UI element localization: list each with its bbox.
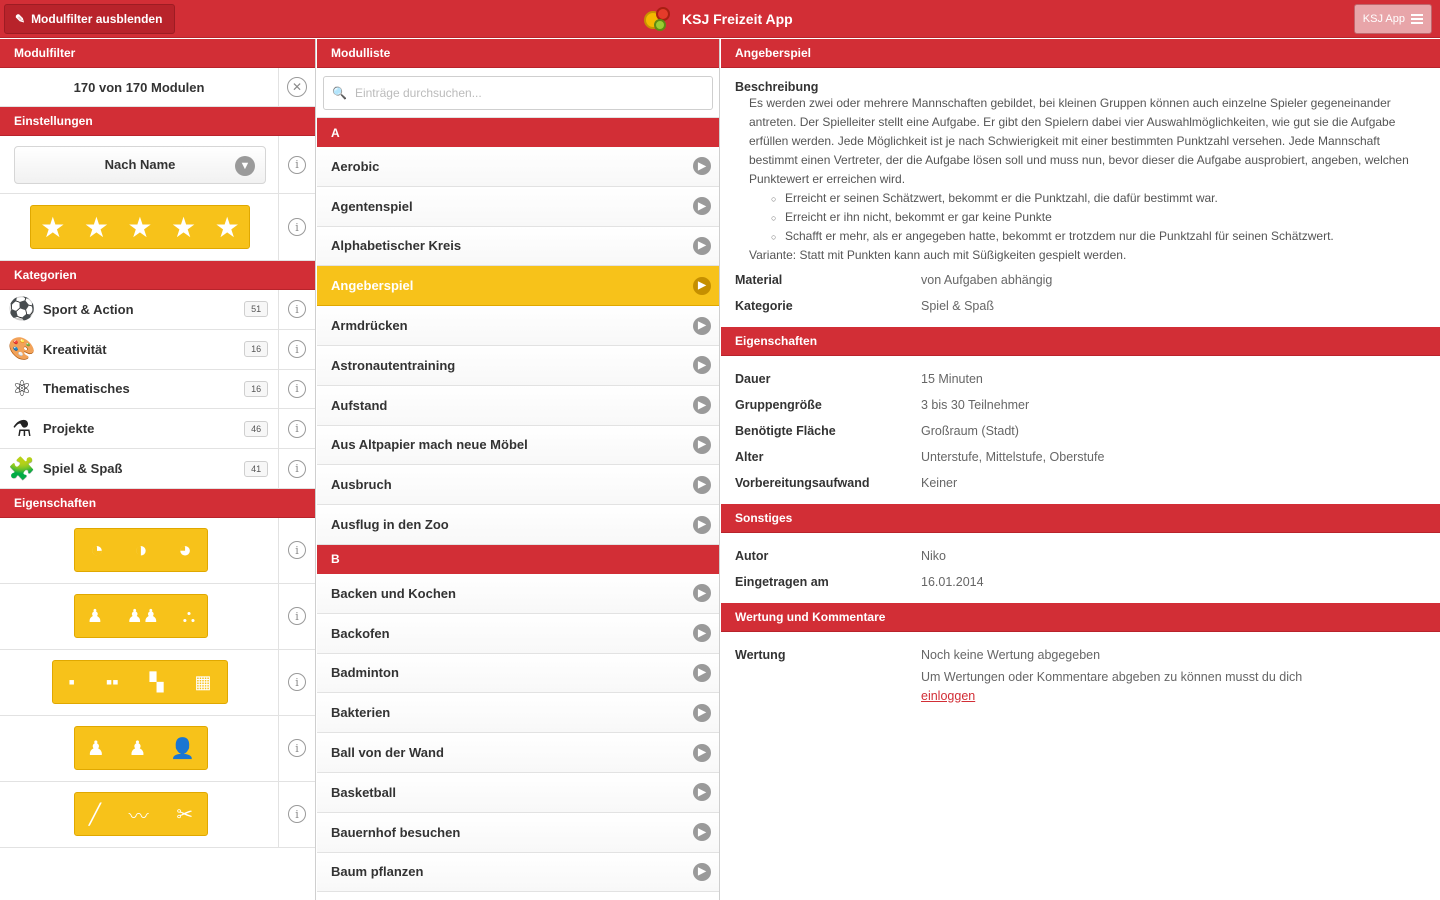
app-title bbox=[640, 4, 793, 34]
chevron-right-icon: ▶ bbox=[693, 584, 711, 602]
detail-panel bbox=[721, 39, 1440, 900]
info-icon[interactable]: i bbox=[288, 380, 306, 398]
list-item-label: Bauernhof besuchen bbox=[331, 824, 461, 840]
variant-text: Variante: Statt mit Punkten kann auch mit Süßigkeiten gespielt werden. bbox=[749, 248, 1127, 262]
app-menu-button[interactable] bbox=[1354, 4, 1432, 34]
list-item-label: Baum pflanzen bbox=[331, 864, 424, 880]
person-small-icon[interactable]: ♟ bbox=[86, 605, 103, 626]
search-box[interactable] bbox=[323, 76, 713, 110]
description bbox=[735, 94, 1426, 265]
wertung-row bbox=[735, 642, 1426, 668]
top-bar bbox=[0, 0, 1440, 38]
list-item-label: Ausflug in den Zoo bbox=[331, 517, 449, 533]
list-item-selected[interactable] bbox=[317, 266, 719, 306]
list-item[interactable] bbox=[317, 853, 719, 893]
eigenschaften-detail-header: Eigenschaften bbox=[721, 327, 1440, 356]
group-size-filter[interactable] bbox=[74, 594, 208, 638]
chevron-right-icon: ▶ bbox=[693, 197, 711, 215]
adult-icon[interactable]: 👤 bbox=[170, 737, 196, 760]
area-xlarge-icon[interactable]: ▦ bbox=[194, 671, 212, 692]
rule-item: ○ Erreicht er ihn nicht, bekommt er gar keine Punkte bbox=[771, 208, 1426, 227]
list-item-label: Aufstand bbox=[331, 397, 388, 413]
description-text: Es werden zwei oder mehrere Mannschaften gebildet, bei kleinen Gruppen können auch einzelne Spieler gegeneinander antreten. Der Spielleiter stellt eine Aufgabe. Er gibt den Spielern dabei vier Auswahlmöglichkeiten, wie gut sie die Aufgabe erfüllen werden. Jede Möglichkeit ist je nach Schwierigkeit mit einer bestimmten Punktzahl versehen. Jede Mannschaft bestimmt einen Vertreter, der die Aufgabe lösen soll und muss nun, bevor dieser die Aufgabe ausprobiert, angeben, welchen Punktewert er erreichen wird. bbox=[749, 96, 1409, 186]
star-icon[interactable]: ★ bbox=[214, 211, 240, 243]
list-item-label: Astronautentraining bbox=[331, 357, 456, 373]
area-filter[interactable] bbox=[52, 660, 228, 704]
info-icon[interactable]: i bbox=[288, 300, 306, 318]
category-label: Sport & Action bbox=[43, 301, 134, 317]
category-count: 16 bbox=[244, 381, 268, 397]
eingetragen-value: 16.01.2014 bbox=[921, 575, 984, 589]
login-hint-text: Um Wertungen oder Kommentare abgeben zu können musst du dich bbox=[921, 670, 1303, 684]
brush-icon[interactable]: 〰 bbox=[128, 805, 149, 828]
chevron-right-icon: ▶ bbox=[693, 277, 711, 295]
star-icon[interactable]: ★ bbox=[127, 211, 153, 243]
list-item[interactable] bbox=[317, 187, 719, 227]
chevron-right-icon: ▶ bbox=[693, 863, 711, 881]
group-header-b: B bbox=[317, 545, 719, 574]
hide-filter-label: Modulfilter ausblenden bbox=[31, 12, 163, 26]
list-item-label: Basketball bbox=[331, 784, 397, 800]
material-row bbox=[735, 267, 1426, 293]
info-icon[interactable]: i bbox=[288, 541, 306, 559]
description-section bbox=[721, 68, 1440, 327]
chevron-right-icon: ▶ bbox=[693, 624, 711, 642]
category-count: 51 bbox=[244, 301, 268, 317]
chevron-right-icon: ▶ bbox=[693, 704, 711, 722]
child-icon[interactable]: ♟ bbox=[86, 737, 105, 760]
einstellungen-header: Einstellungen bbox=[0, 107, 315, 136]
scissors-icon[interactable]: ✂ bbox=[176, 803, 194, 826]
flaeche-value: Großraum (Stadt) bbox=[921, 424, 1019, 438]
list-item[interactable] bbox=[317, 505, 719, 545]
material-value: von Aufgaben abhängig bbox=[921, 273, 1053, 287]
duration-filter-row bbox=[0, 518, 315, 584]
gruppe-value: 3 bis 30 Teilnehmer bbox=[921, 398, 1030, 412]
pencil-icon: ✎ bbox=[15, 12, 26, 26]
wertung-label: Wertung bbox=[735, 648, 786, 662]
chevron-right-icon: ▶ bbox=[693, 237, 711, 255]
properties-section bbox=[721, 356, 1440, 504]
list-item[interactable] bbox=[317, 147, 719, 187]
chevron-right-icon: ▶ bbox=[693, 783, 711, 801]
list-item-label: Ausbruch bbox=[331, 477, 392, 493]
flaeche-row bbox=[735, 418, 1426, 444]
rule-item: ○ Erreicht er seinen Schätzwert, bekommt er die Punktzahl, die dafür bestimmt war. bbox=[771, 189, 1426, 208]
list-item-label: Angeberspiel bbox=[331, 278, 414, 294]
category-label: Projekte bbox=[43, 421, 95, 437]
chevron-right-icon: ▶ bbox=[693, 823, 711, 841]
list-item-label: Bakterien bbox=[331, 705, 391, 721]
list-item[interactable] bbox=[317, 574, 719, 614]
preparation-filter-row bbox=[0, 782, 315, 848]
chevron-right-icon: ▶ bbox=[693, 396, 711, 414]
list-item[interactable] bbox=[317, 733, 719, 773]
vorbereitung-value: Keiner bbox=[921, 476, 958, 490]
list-item-label: Agentenspiel bbox=[331, 198, 413, 214]
category-row[interactable] bbox=[0, 409, 315, 449]
dauer-label: Dauer bbox=[735, 372, 771, 386]
chevron-right-icon: ▶ bbox=[693, 436, 711, 454]
star-rating-filter[interactable] bbox=[30, 205, 250, 249]
misc-section bbox=[721, 533, 1440, 603]
eingetragen-label: Eingetragen am bbox=[735, 575, 829, 589]
list-item-label: Badminton bbox=[331, 665, 399, 681]
rating-section bbox=[721, 632, 1440, 714]
teen-icon[interactable]: ♟ bbox=[128, 737, 147, 760]
info-icon[interactable]: i bbox=[288, 156, 306, 174]
category-label: Spiel & Spaß bbox=[43, 461, 123, 477]
list-item[interactable] bbox=[317, 773, 719, 813]
category-label: Thematisches bbox=[43, 381, 130, 397]
category-count: 41 bbox=[244, 461, 268, 477]
clock-quarter-icon[interactable]: ◔ bbox=[90, 537, 104, 563]
chevron-right-icon: ▶ bbox=[693, 744, 711, 762]
wertung-header: Wertung und Kommentare bbox=[721, 603, 1440, 632]
list-item-label: Aerobic bbox=[331, 158, 380, 174]
flask-icon: ⚗ bbox=[12, 415, 32, 441]
atom-icon: ⚛ bbox=[12, 375, 32, 401]
pencil-icon[interactable]: ╱ bbox=[88, 803, 101, 826]
area-large-icon[interactable]: ▚ bbox=[149, 671, 164, 692]
autor-row bbox=[735, 543, 1426, 569]
beschreibung-label: Beschreibung bbox=[735, 80, 819, 94]
list-item-label: Ball von der Wand bbox=[331, 745, 444, 761]
area-small-icon[interactable]: ▪ bbox=[68, 671, 75, 692]
category-count: 16 bbox=[244, 341, 268, 357]
flaeche-label: Benötigte Fläche bbox=[735, 424, 836, 438]
area-filter-row bbox=[0, 650, 315, 716]
puzzle-icon: 🧩 bbox=[8, 455, 36, 481]
eingetragen-row bbox=[735, 569, 1426, 595]
kategorie-row bbox=[735, 293, 1426, 319]
duration-filter[interactable] bbox=[74, 528, 208, 572]
list-item[interactable] bbox=[317, 654, 719, 694]
detail-title: Angeberspiel bbox=[721, 39, 1440, 68]
star-icon[interactable]: ★ bbox=[40, 211, 66, 243]
preparation-filter[interactable] bbox=[74, 792, 208, 836]
alter-row bbox=[735, 444, 1426, 470]
eigenschaften-header: Eigenschaften bbox=[0, 489, 315, 518]
list-item-label: Backofen bbox=[331, 625, 390, 641]
info-icon[interactable]: i bbox=[288, 218, 306, 236]
category-row[interactable] bbox=[0, 290, 315, 330]
dauer-value: 15 Minuten bbox=[921, 372, 983, 386]
app-menu-label: KSJ App bbox=[1362, 13, 1405, 25]
material-label: Material bbox=[735, 273, 783, 287]
list-item[interactable] bbox=[317, 693, 719, 733]
star-icon[interactable]: ★ bbox=[83, 211, 109, 243]
age-filter[interactable] bbox=[74, 726, 208, 770]
persons-group-icon[interactable]: ⛬ bbox=[182, 605, 196, 626]
search-input[interactable] bbox=[355, 86, 695, 100]
filter-panel bbox=[0, 39, 316, 900]
kategorie-value: Spiel & Spaß bbox=[921, 299, 994, 313]
search-area bbox=[317, 68, 719, 118]
sonstiges-header: Sonstiges bbox=[721, 504, 1440, 533]
category-row[interactable] bbox=[0, 449, 315, 489]
category-count: 46 bbox=[244, 421, 268, 437]
chevron-right-icon: ▶ bbox=[693, 356, 711, 374]
area-medium-icon[interactable]: ▪▪ bbox=[105, 671, 119, 692]
alter-value: Unterstufe, Mittelstufe, Oberstufe bbox=[921, 450, 1105, 464]
kategorie-label: Kategorie bbox=[735, 299, 793, 313]
list-item[interactable] bbox=[317, 346, 719, 386]
vorbereitung-label: Vorbereitungsaufwand bbox=[735, 476, 870, 490]
palette-icon: 🎨 bbox=[8, 336, 36, 362]
autor-value: Niko bbox=[921, 549, 947, 563]
login-link[interactable]: einloggen bbox=[921, 689, 976, 703]
category-row[interactable] bbox=[0, 370, 315, 410]
group-size-filter-row bbox=[0, 584, 315, 650]
clock-full-icon[interactable]: ◕ bbox=[178, 537, 192, 563]
list-item-label: Aus Altpapier mach neue Möbel bbox=[331, 437, 528, 453]
clock-half-icon[interactable]: ◑ bbox=[134, 537, 148, 563]
rules-list bbox=[749, 189, 1426, 246]
info-icon[interactable]: i bbox=[288, 673, 306, 691]
category-row[interactable] bbox=[0, 330, 315, 370]
list-item[interactable] bbox=[317, 227, 719, 267]
category-label: Kreativität bbox=[43, 341, 107, 357]
persons-pair-icon[interactable]: ♟♟ bbox=[126, 605, 159, 626]
info-icon[interactable]: i bbox=[288, 460, 306, 478]
hide-filter-button[interactable] bbox=[4, 4, 175, 34]
group-header-a: A bbox=[317, 118, 719, 147]
list-item-label: Backen und Kochen bbox=[331, 585, 456, 601]
rule-item: ○ Schafft er mehr, als er angegeben hatte, bekommt er trotzdem nur die Punktzahl für seinen Schätzwert. bbox=[771, 227, 1426, 246]
gruppe-label: Gruppengröße bbox=[735, 398, 822, 412]
list-item[interactable] bbox=[317, 306, 719, 346]
info-icon[interactable]: i bbox=[288, 340, 306, 358]
list-item[interactable] bbox=[317, 386, 719, 426]
vorbereitung-row bbox=[735, 470, 1426, 496]
sort-value: Nach Name bbox=[104, 157, 176, 172]
list-item[interactable] bbox=[317, 614, 719, 654]
age-filter-row bbox=[0, 716, 315, 782]
module-count-row bbox=[0, 68, 315, 107]
info-icon[interactable]: i bbox=[288, 739, 306, 757]
clear-filter-icon[interactable]: ✕ bbox=[287, 77, 307, 97]
list-item-label: Alphabetischer Kreis bbox=[331, 238, 462, 254]
app-logo-icon bbox=[640, 5, 674, 33]
soccer-ball-icon: ⚽ bbox=[8, 296, 36, 322]
hamburger-icon bbox=[1411, 14, 1423, 24]
modulfilter-header: Modulfilter bbox=[0, 39, 315, 68]
alter-label: Alter bbox=[735, 450, 764, 464]
list-item-label: Armdrücken bbox=[331, 318, 408, 334]
chevron-right-icon: ▶ bbox=[693, 317, 711, 335]
search-icon: 🔍 bbox=[332, 86, 347, 100]
list-item[interactable] bbox=[317, 426, 719, 466]
info-icon[interactable]: i bbox=[288, 607, 306, 625]
rating-filter-row bbox=[0, 194, 315, 261]
login-hint bbox=[921, 668, 1426, 706]
module-count: 170 von 170 Modulen bbox=[73, 79, 205, 95]
chevron-right-icon: ▶ bbox=[693, 157, 711, 175]
app-title-text: KSJ Freizeit App bbox=[682, 11, 793, 27]
info-icon[interactable]: i bbox=[288, 805, 306, 823]
autor-label: Autor bbox=[735, 549, 769, 563]
module-list-panel bbox=[317, 39, 720, 900]
chevron-down-icon: ▼ bbox=[235, 156, 255, 176]
dauer-row bbox=[735, 366, 1426, 392]
kategorien-header: Kategorien bbox=[0, 261, 315, 290]
star-icon[interactable]: ★ bbox=[171, 211, 197, 243]
list-item[interactable] bbox=[317, 813, 719, 853]
info-icon[interactable]: i bbox=[288, 420, 306, 438]
chevron-right-icon: ▶ bbox=[693, 664, 711, 682]
gruppe-row bbox=[735, 392, 1426, 418]
chevron-right-icon: ▶ bbox=[693, 516, 711, 534]
chevron-right-icon: ▶ bbox=[693, 476, 711, 494]
list-item[interactable] bbox=[317, 465, 719, 505]
sort-row bbox=[0, 136, 315, 194]
sort-select[interactable] bbox=[14, 146, 266, 184]
wertung-value: Noch keine Wertung abgegeben bbox=[921, 648, 1101, 662]
modulliste-header: Modulliste bbox=[317, 39, 719, 68]
